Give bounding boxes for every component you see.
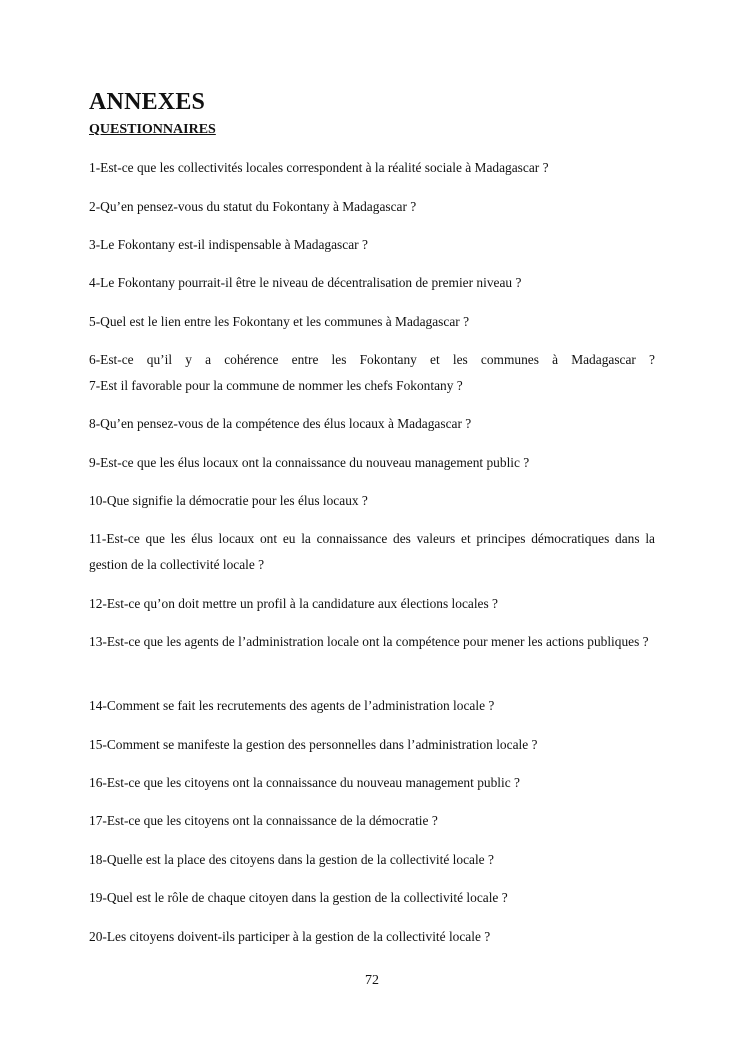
page-number: 72: [365, 973, 379, 988]
question-item: [89, 194, 655, 220]
question-item: [89, 450, 655, 476]
question-item: [89, 411, 655, 437]
question-text: 2-Qu’en pensez-vous du statut du Fokontany à Madagascar ?: [89, 199, 417, 214]
question-item: [89, 232, 655, 258]
question-item: [89, 924, 655, 950]
question-text: 18-Quelle est la place des citoyens dans la gestion de la collectivité locale ?: [89, 852, 494, 867]
question-text: 19-Quel est le rôle de chaque citoyen dans la gestion de la collectivité locale ?: [89, 890, 508, 905]
question-item: [89, 732, 655, 758]
question-item: [89, 526, 655, 578]
question-item: [89, 155, 655, 181]
question-item: [89, 270, 655, 296]
questionnaire-subheading: QUESTIONNAIRES: [89, 122, 216, 137]
question-text: 4-Le Fokontany pourrait-il être le niveau de décentralisation de premier niveau ?: [89, 275, 522, 290]
question-text: 16-Est-ce que les citoyens ont la connaissance du nouveau management public ?: [89, 775, 520, 790]
question-item: [89, 847, 655, 873]
question-text: 3-Le Fokontany est-il indispensable à Madagascar ?: [89, 237, 368, 252]
annex-heading: ANNEXES: [89, 89, 206, 115]
question-text: 13-Est-ce que les agents de l’administration locale ont la compétence pour mener les actions publiques ?: [89, 634, 649, 649]
question-item: [89, 347, 655, 399]
question-text: 5-Quel est le lien entre les Fokontany et les communes à Madagascar ?: [89, 314, 470, 329]
question-item: [89, 629, 655, 655]
question-text: 10-Que signifie la démocratie pour les élus locaux ?: [89, 493, 368, 508]
question-item: [89, 488, 655, 514]
question-text: 20-Les citoyens doivent-ils participer à la gestion de la collectivité locale ?: [89, 929, 491, 944]
question-text: 8-Qu’en pensez-vous de la compétence des élus locaux à Madagascar ?: [89, 416, 472, 431]
question-text: 1-Est-ce que les collectivités locales correspondent à la réalité sociale à Madagascar ?: [89, 160, 549, 175]
question-item: [89, 885, 655, 911]
question-text: 7-Est il favorable pour la commune de nommer les chefs Fokontany ?: [89, 378, 463, 393]
question-text: 9-Est-ce que les élus locaux ont la connaissance du nouveau management public ?: [89, 455, 530, 470]
question-item: [89, 808, 655, 834]
question-text: 11-Est-ce que les élus locaux ont eu la connaissance des valeurs et principes démocratiques dans la gestion de la collectivité locale ?: [89, 531, 655, 572]
question-item: [89, 693, 655, 719]
question-text: 12-Est-ce qu’on doit mettre un profil à la candidature aux élections locales ?: [89, 596, 499, 611]
question-text: 14-Comment se fait les recrutements des agents de l’administration locale ?: [89, 698, 495, 713]
question-text: 15-Comment se manifeste la gestion des personnelles dans l’administration locale ?: [89, 737, 538, 752]
question-item: [89, 309, 655, 335]
question-text: 17-Est-ce que les citoyens ont la connaissance de la démocratie ?: [89, 813, 438, 828]
question-item: [89, 770, 655, 796]
question-item: [89, 591, 655, 617]
question-text: 6-Est-ce qu’il y a cohérence entre les Fokontany et les communes à Madagascar ?: [89, 352, 655, 367]
